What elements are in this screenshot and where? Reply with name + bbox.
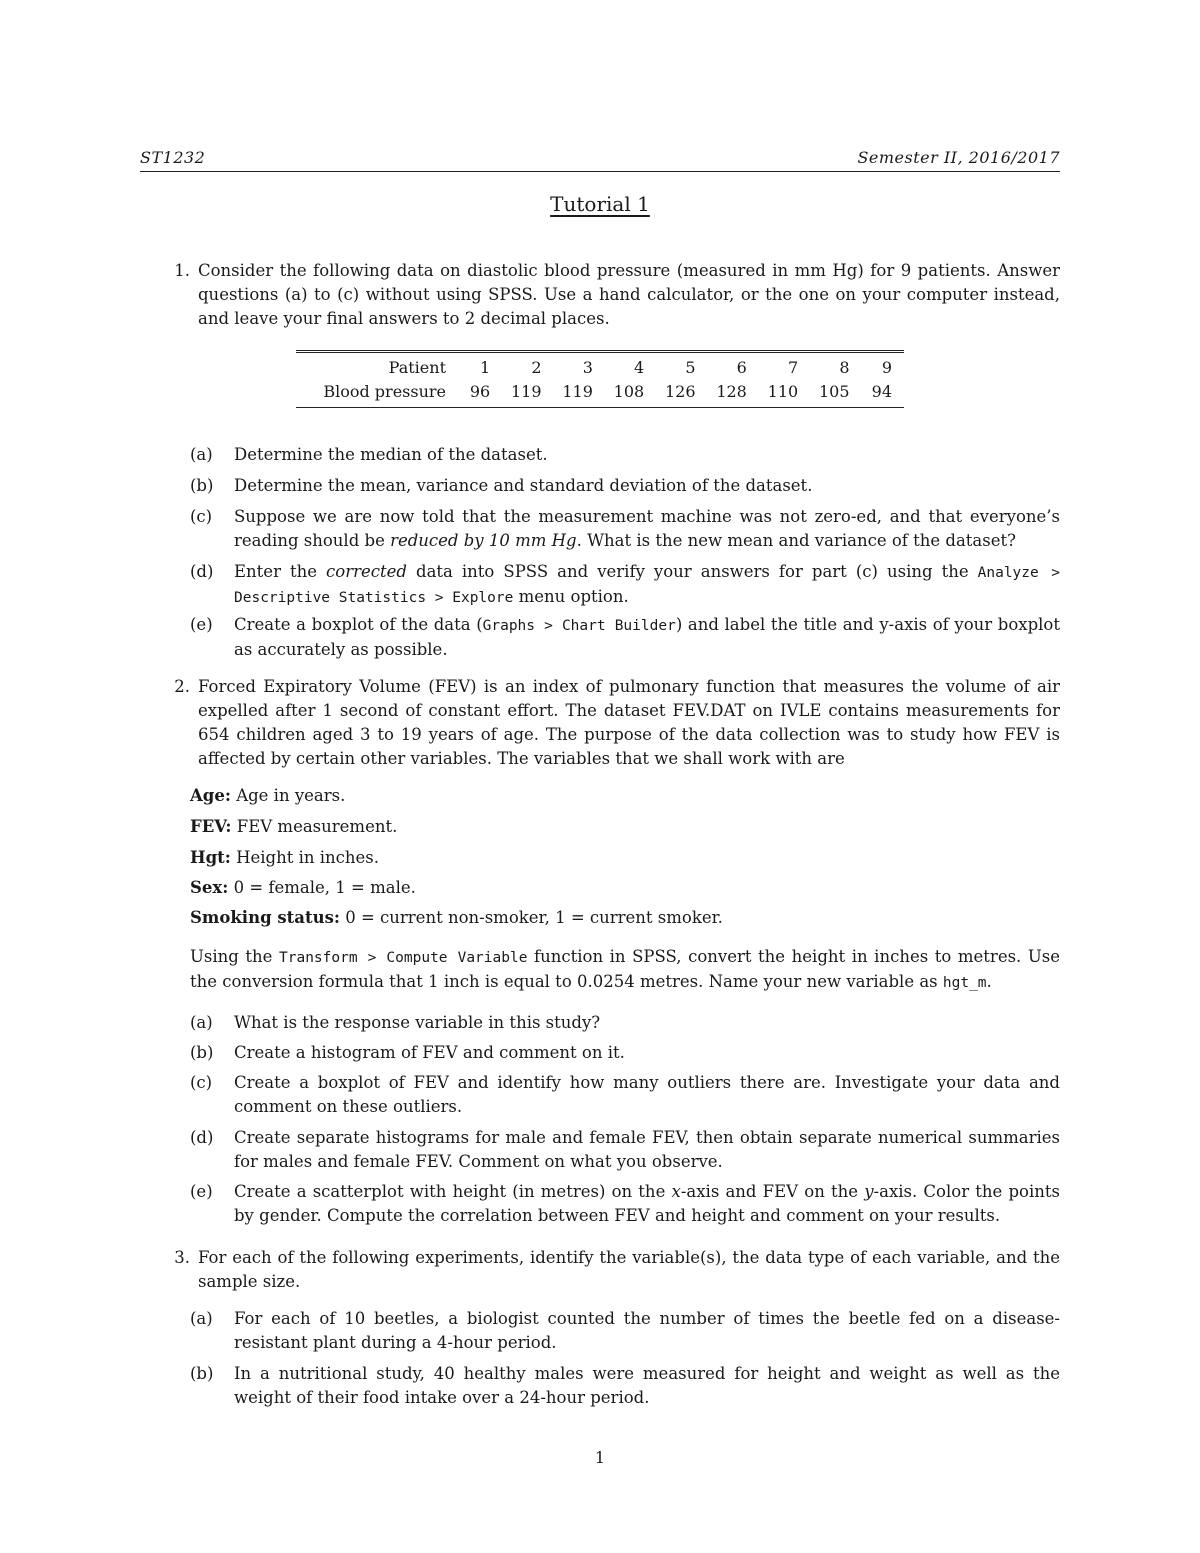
variable-fev [190, 815, 1060, 839]
question-1e [190, 613, 1060, 662]
part-text: In a nutritional study, 40 healthy males were measured for height and weight as well as the weight of their food intake over a 24-hour period. [234, 1364, 1060, 1407]
table-cell: 119 [490, 380, 541, 408]
variable-desc: 0 = current non-smoker, 1 = current smoker. [345, 908, 723, 927]
variable-name: Age: [190, 786, 231, 805]
question-text: Consider the following data on diastolic blood pressure (measured in mm Hg) for 9 patients. Answer questions (a) to (c) without using SPSS. Use a hand calculator, or the one on your computer instead, and leave your final answers to 2 decimal places. [198, 261, 1060, 328]
part-label: (c) [190, 1073, 213, 1092]
part-label: (b) [190, 1364, 214, 1383]
part-text: For each of 10 beetles, a biologist counted the number of times the beetle fed on a disease-resistant plant during a 4-hour period. [234, 1309, 1060, 1352]
part-text: Create separate histograms for male and female FEV, then obtain separate numerical summaries for males and female FEV. Comment on what you observe. [234, 1128, 1060, 1171]
variable-name: Smoking status: [190, 908, 340, 927]
part-text: Determine the median of the dataset. [234, 445, 548, 464]
part-text [234, 1180, 1060, 1228]
math-x: x [671, 1182, 681, 1201]
variable-desc: Age in years. [236, 786, 346, 805]
text-run: . [986, 972, 992, 991]
text-run: Suppose we are now told that the measurement machine was not zero-ed, and that everyone’s reading should be [234, 507, 1060, 550]
question-1c [190, 505, 1060, 553]
variable-hgt [190, 846, 1060, 870]
part-label: (a) [190, 445, 213, 464]
table-cell: 110 [747, 380, 798, 408]
text-run: function in SPSS, convert the height in inches to metres. Use the conversion formula that 1 inch is equal to 0.0254 metres. Name your new variable as [190, 947, 1061, 991]
part-label: (a) [190, 1309, 213, 1328]
table-cell: 119 [542, 380, 593, 408]
part-text: What is the response variable in this study? [234, 1013, 601, 1032]
row-header: Blood pressure [296, 380, 456, 408]
part-label: (d) [190, 1128, 214, 1147]
table-row [296, 380, 904, 408]
part-text: Create a histogram of FEV and comment on it. [234, 1043, 625, 1062]
text-run: . What is the new mean and variance of the dataset? [576, 531, 1016, 550]
table-cell: 1 [456, 352, 490, 381]
text-run: Create a scatterplot with height (in metres) on the [234, 1182, 672, 1201]
question-3b [190, 1362, 1060, 1410]
math-y: y [864, 1182, 874, 1201]
question-2d [190, 1126, 1060, 1174]
transform-instructions [190, 945, 1060, 995]
variable-name: Hgt: [190, 848, 231, 867]
variable-smoking [190, 906, 1060, 930]
part-label: (d) [190, 562, 214, 581]
question-2a [190, 1011, 1060, 1035]
part-label: (c) [190, 507, 213, 526]
part-label: (a) [190, 1013, 213, 1032]
menu-path-code: Analyze > Descriptive Statistics > Explore [234, 565, 1060, 606]
variable-desc: Height in inches. [236, 848, 379, 867]
page-number: 1 [594, 1448, 606, 1467]
emphasis-text: reduced by 10 mm Hg [390, 531, 577, 550]
table-cell: 9 [850, 352, 904, 381]
table-cell: 2 [490, 352, 541, 381]
part-label: (e) [190, 1182, 213, 1201]
question-text: Forced Expiratory Volume (FEV) is an index of pulmonary function that measures the volume of air expelled after 1 second of constant effort. The dataset FEV.DAT on IVLE contains measurements for 654 children aged 3 to 19 years of age. The purpose of the data collection was to study how FEV is affected by certain other variables. The variables that we shall work with are [198, 677, 1060, 768]
text-run: data into SPSS and verify your answers for part (c) using the [406, 562, 978, 581]
text-run: Enter the [234, 562, 327, 581]
text-run: Create a boxplot of the data ( [234, 615, 483, 634]
question-number: 3. [174, 1248, 190, 1267]
text-run: menu option. [513, 587, 629, 606]
question-number: 1. [174, 261, 190, 280]
question-2 [140, 675, 1060, 771]
part-text: Determine the mean, variance and standard deviation of the dataset. [234, 476, 813, 495]
question-1b [190, 474, 1060, 498]
text-run: Using the [190, 947, 280, 966]
menu-path-code: Graphs > Chart Builder [482, 618, 676, 634]
question-2b [190, 1041, 1060, 1065]
question-2c [190, 1071, 1060, 1119]
variable-desc: FEV measurement. [236, 817, 398, 836]
page-header [140, 146, 1060, 170]
variable-age [190, 784, 1060, 808]
table-cell: 4 [593, 352, 644, 381]
variable-sex [190, 876, 1060, 900]
question-number: 2. [174, 677, 190, 696]
table-cell: 3 [542, 352, 593, 381]
question-3a [190, 1307, 1060, 1355]
semester-label: Semester II, 2016/2017 [857, 148, 1060, 167]
part-text [234, 560, 1060, 610]
table-cell: 5 [644, 352, 695, 381]
table-cell: 128 [696, 380, 747, 408]
variable-desc: 0 = female, 1 = male. [233, 878, 416, 897]
table-row [296, 352, 904, 381]
question-1d [190, 560, 1060, 610]
blood-pressure-table [296, 350, 904, 408]
question-1 [140, 259, 1060, 331]
part-label: (b) [190, 476, 214, 495]
table-cell: 105 [798, 380, 849, 408]
part-text [234, 505, 1060, 553]
text-run: ) and label the title and y-axis of your boxplot as accurately as possible. [234, 615, 1061, 659]
question-3 [140, 1246, 1060, 1294]
variable-name-code: hgt_m [942, 975, 987, 991]
part-text: Create a boxplot of FEV and identify how many outliers there are. Investigate your data and comment on these outliers. [234, 1073, 1060, 1116]
text-run: -axis and FEV on the [680, 1182, 865, 1201]
table-cell: 94 [850, 380, 904, 408]
course-code: ST1232 [140, 148, 206, 167]
table-cell: 8 [798, 352, 849, 381]
row-header: Patient [296, 352, 456, 381]
question-2e [190, 1180, 1060, 1228]
header-rule [140, 171, 1060, 172]
table-cell: 108 [593, 380, 644, 408]
question-1a [190, 443, 1060, 467]
emphasis-text: corrected [326, 562, 407, 581]
part-label: (e) [190, 615, 213, 634]
part-text [234, 613, 1060, 662]
table-cell: 6 [696, 352, 747, 381]
table-cell: 126 [644, 380, 695, 408]
text-run: -axis. Color the points by gender. Compute the correlation between FEV and height and comment on your results. [234, 1182, 1060, 1225]
table-cell: 96 [456, 380, 490, 408]
table-cell: 7 [747, 352, 798, 381]
variable-name: Sex: [190, 878, 229, 897]
menu-path-code: Transform > Compute Variable [279, 950, 528, 966]
page-title: Tutorial 1 [550, 192, 650, 216]
variable-name: FEV: [190, 817, 232, 836]
part-label: (b) [190, 1043, 214, 1062]
question-text: For each of the following experiments, identify the variable(s), the data type of each variable, and the sample size. [198, 1248, 1060, 1291]
